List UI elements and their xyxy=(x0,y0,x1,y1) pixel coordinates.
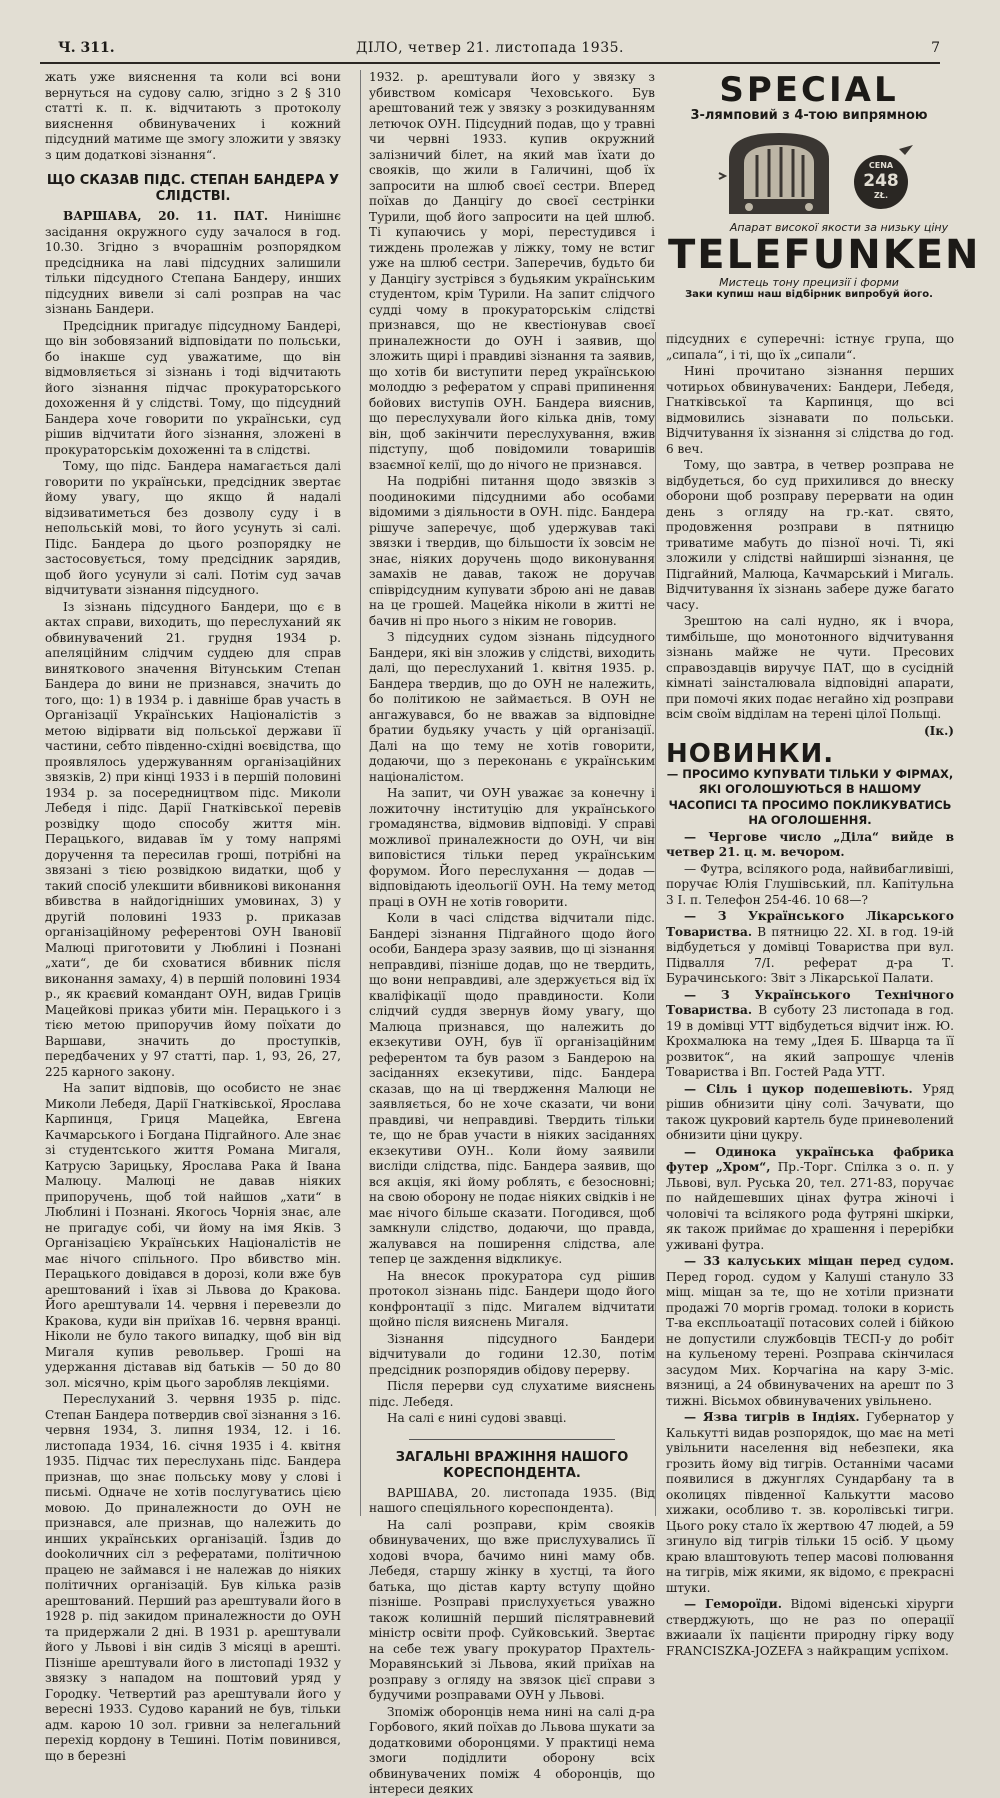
correspondent-signature: (Ік.) xyxy=(923,723,954,738)
article-text: На запит, чи ОУН уважає за конечну і ложиточну інституцію для українського громадянства, відмовив відповіді. У справі можливої приналежности до ОУН, чи він виповістися тільки перед українським форумом. Його переслухання — додав — відповідають ідеольогії ОУН. На тему метод праці в ОУН не хотів говорити. xyxy=(369,786,655,909)
news-item: — Сіль і цукор подешевіють. Уряд рішив обнизити ціну солі. Зачувати, що також цукровий картель буде приневолений обнизити ціни цукру. xyxy=(666,1081,954,1142)
page-number: 7 xyxy=(931,40,940,56)
article-headline: ЗАГАЛЬНІ ВРАЖІННЯ НАШОГО КОРЕСПОНДЕНТА. xyxy=(395,1449,629,1481)
price-badge xyxy=(854,155,908,209)
article-text: Предсідник пригадує підсудному Бандері, що він зобовязаний відповідати по польськи, бо інакше суд уважатиме, що він відмовляється зі зізнань і тоді відчитають його зізнання підчас прокураторського дохоження й у слідстві. Тому, що підсудний Бандера хоче говорити по українськи, суд рішив відчитати його зізнання, зложені в прокураторськім дохоженні та в слідстві. xyxy=(45,318,341,457)
article-text: Нині прочитано зізнання перших чотирьох обвинувачених: Бандери, Лебедя, Гнатківської та Карпинця, що всі відмовились зізнавати по польськи. Відчитування їх зізнання зі слідства до год. 6 веч. xyxy=(666,364,954,456)
article-text: Тому, що підс. Бандера намагається далі говорити по українськи, предсідник звертає йому увагу, що якщо й надалі відзиватиметься без дозволу суду і в непольській мові, то його усунуть зі салі. Підс. Бандера до цього розпорядку не застосовується, тому предсідник зарядив, щоб його усунули зі салі. Потім суд зачав відчитувати зізнання підсудного. xyxy=(45,459,341,597)
article-text: Переслуханий 3. червня 1935 р. підс. Степан Бандера потвердив свої зізнання з 16. червня 1934, 3. липня 1934, 12. і 16. листопада 1934, 16. січня 1935 і 4. квітня 1935. Підчас тих переслухань підс. Бандера признав, що знає польську мову у слові і письмі. Одначе не хотів послугуватись цією мовою. До приналежности до ОУН не признався, але признав, що належить до инших українських організацій. Їздив до dookoличних сіл з рефератами, політичною працею не займався і не належав до ніяких політичних організацій. Був кілька разів арештований. Перший раз арештували його в 1928 р. під закидом приналежности до ОУН та придержали 2 дні. В 1931 р. арештували його у Львові і він сидів 3 місяці в арешті. Пізніше арештували його в листопаді 1932 у звязку з нападом на поштовий уряд у Городку. Четвертий раз арештували його у вересні 1933. Судово караний не був, тільки адм. карою 10 зол. гривни за нелегальний перехід кордону в Тешині. Потім повинився, що в березні xyxy=(45,1392,341,1763)
news-section-title: НОВИНКИ. xyxy=(666,739,835,769)
news-item: — Гемороїди. Відомі віденські хірурги стверджують, що не раз по операції вжиаали їх пацієнти природну гірку воду FRANCISZKA-JOZEFA з найкращим успіхом. xyxy=(666,1597,954,1658)
issue-number: Ч. 311. xyxy=(58,40,115,56)
article-text: На подрібні питання щодо звязків з поодинокими підсудними або особами відомими з діяльности в ОУН. підс. Бандера рішуче заперечує, щоб удержував такі звязки і твердив, що більшости їх зовсім не знає, ніяких доручень щодо виконування замахів не давав, також не доручав співрідсудним купувати зброю ані не давав на це грошей. Мацейка ніколи в житті не бачив ні про нього з ніким не говорив. xyxy=(369,474,655,628)
telefunken-advertisement xyxy=(668,56,981,306)
news-item: — З Українського Лікарського Товариства. В пятницю 22. XI. в год. 19-ій відбудеться у домівці Товариства при вул. Підвалля 7/І. реферат д-ра Т. Бурачинського: Звіт з Лікарської Палати. xyxy=(666,909,954,985)
divider xyxy=(409,1439,615,1440)
radio-illustration xyxy=(689,129,929,219)
ad-code: 10 68—? xyxy=(814,892,868,907)
ad-special-title: SPECIAL xyxy=(719,70,899,110)
ad-brand: TELEFUNKEN xyxy=(668,232,981,278)
dateline: ВАРШАВА, 20. 11. ПАТ. xyxy=(63,209,269,223)
article-text: жать уже вияснення та коли всі вони вернуться на судову салю, згідно з 2 § 310 статті к. п. к. відчитають з протоколу вияснення обвинувачених і кожний підсудний матиме ще змогу зложити у звязку з цим додаткові зізнання“. xyxy=(45,70,341,162)
column-1 xyxy=(45,70,341,1763)
article-text: На запит відповів, що особисто не знає Миколи Лебедя, Дарії Гнатківської, Ярослава Карпинця, Гриця Мацейка, Евгена Качмарського і Богдана Підгайного. Але знає зі студентського життя Романа Мигаля, Катрусю Зарицьку, Ярослава Рака й Івана Малюцу. Малюці не давав ніяких припоручень, щоб той найшов „хати“ в Люблині і Познані. Якогось Чорнія знає, але не пригадує собі, чи йому на імя Яків. З Організацією Українських Націоналістів не має нічого спільного. Про вбивство мін. Перацького довідався в дорозі, коли вже був арештований і їхав зі Львова до Кракова. Його арештували 14. червня і перевезли до Кракова, куди він приїхав 16. червня вранці. Ніколи не було такого випадку, щоб він від Мигаля купив револьвер. Гроші на удержання діставав від батьків — 50 до 80 зол. місячно, крім цього заробляв лекціями. xyxy=(45,1081,341,1390)
price-label: CENA xyxy=(868,161,894,170)
article-text: ВАРШАВА, 20. 11. ПАТ. Нинішнє засідання окружного суду зачалося в год. 10.30. Згідно з вчорашнім розпорядком предсідника на лаві підсудних залишили тільки підсудного Степана Бандеру, инших підсудних вивели зі салі розправ на час зізнань Бандери. xyxy=(45,209,341,316)
ad-subtitle: 3-лямповий з 4-тою випрямною xyxy=(690,108,928,123)
price-value: 248 xyxy=(863,171,899,191)
article-text: На салі є нині судові звавці. xyxy=(387,1411,567,1425)
news-item: — Футра, всілякого рода, найвибагливіші, поручає Юлія Глушівський, пл. Капітульна 3 I. п. Телефон 254-46. 10 68—? xyxy=(666,861,954,907)
ad-quality-text: Апарат високої якости за низьку ціну xyxy=(729,221,949,234)
article-text: Тому, що завтра, в четвер розправа не відбудеться, бо суд прихилився до внеску оборони щоб розправу перервати на один день з огляду на гр.-кат. свято, продовження розправи в пятницю триватиме мабуть до пізної ночі. Ті, які зложили у слідстві найширші зізнання, це Підгайний, Малюца, Качмарський і Мигаль. Відчитування їх зізнань забере дуже багато часу. xyxy=(666,458,954,612)
ad-slogan: Мистець тону прецизії і форми xyxy=(719,276,899,289)
column-3 xyxy=(655,332,954,1658)
news-item: — Язва тигрів в Індіях. Губернатор у Калькутті видав розпорядок, що має на меті увільнити населення від небезпеки, яка грозить йому від тигрів. Останніми часами появилися в джунглях Сундарбану та в околицях південної Калькутти масово хижаки, особливо т. зв. королівські тигри. Цього року стало їх жертвою 47 людей, а 59 згинуло від тигрів тільки 15 осіб. У цьому краю влаштовують тепер масові полювання на тигрів, між якими, як відомо, є прекрасні штуки. xyxy=(666,1410,954,1595)
article-text: На салі розправи, крім свояків обвинувачених, що вже прислухувались її ходові вчора, бачимо нині маму обв. Лебедя, старшу жінку в хустці, та його батька, що дістав карту вступу щойно пізніше. Розправі прислухується уважно також колишній перший післятравневий міністр освіти проф. Суйковський. Звертає на себе теж увагу прокуратор Прахтель-Моравянський зі Львова, який приїхав на розправу з огляду на звязок цієї справи з будучими розправами ОУН у Львові. xyxy=(369,1517,655,1702)
article-text: На внесок прокуратора суд рішив протокол зізнань підс. Бандери щодо його конфронтації з підс. Мигалем відчитати щойно після вияснень Мигаля. xyxy=(369,1268,655,1329)
article-text: Після перерви суд слухатиме вияснень підс. Лебедя. xyxy=(369,1379,655,1409)
news-item: — З Українського Технічного Товариства. В суботу 23 листопада в год. 19 в домівці УТТ відбудеться відчит інж. Ю. Крохмалюка на тему „Ідея Б. Шварца та її розвиток“, на який запрошує членів Товариства і Вп. Гостей Рада УТТ. xyxy=(666,987,954,1079)
article-text: 1932. р. арештували його у звязку з убивством комісаря Чеховського. Був арештований теж у звязку з розкидуванням летючок ОУН. Підсудний подав, що у травні чи червні 1933. купив окружний залізничий білет, на який мав їхати до свояків, що жили в Галичині, щоб їх запросити на шлюб своєї сестри. Вперед поїхав до Данцігу до своєї сестрінки Турили, щоб його запросити на цей шлюб. Ті купаючись у морі, перестудився і тиждень пролежав у ліжку, тому не встиг уже на шлюб сестри. Заперечив, будьто би у Данцігу зустрівся з будьяким українським студентом, крім Турили. На запит слідчого судді чому в прокураторськім слідстві признався, що не квестіонував своєї приналежности до ОУН і заявив, що зложить щирі і правдиві зізнання та заявив, що хотів би виступити перед українською молоддю з рефератом у справі припинення бойових виступів ОУН. Бандера вияснив, що переслухували його кілька днів, тому він, щоб закінчити переслухування, вжив підступу, щоб повідомили товаришів взаємної келії, що до нічого не признався. xyxy=(369,70,655,472)
masthead-date: ДІЛО, четвер 21. листопада 1935. xyxy=(356,40,624,56)
price-currency: ZŁ. xyxy=(874,191,888,200)
article-headline: ЩО СКАЗАВ ПІДС. СТЕПАН БАНДЕРА У СЛІДСТВІ. xyxy=(46,173,340,204)
article-text: Зпоміж оборонців нема нині на салі д-ра Горбового, який поїхав до Львова шукати за додатковими оборонцями. У практиці нема змоги подідлити оборону всіх обвинувачених поміж 4 оборонців, що інтереси деяких xyxy=(369,1704,655,1796)
news-lead: — ПРОСИМО КУПУВАТИ ТІЛЬКИ У ФІРМАХ, ЯКІ ОГОЛОШУЮТЬСЯ В НАШОМУ ЧАСОПИСІ ТА ПРОСИМО ПОКЛИКУВАТИСЬ НА ОГОЛОШЕННЯ. xyxy=(666,766,954,827)
news-item: — 33 калуських міщан перед судом. Перед город. судом у Калуші стануло 33 міщ. міщан за те, що не хотіли признати продажі 70 моргів громад. толоки в користь Т-ва експльоатації потасових солей і бійкою не допустили службовців ТЕСП-у до робіт на кульеному терені. Розправа скінчилася засудом Мих. Корчагіна на кару 3-міс. вязниці, а 24 обвинувачених на арешт по 3 тижні. Вісьмох обвинувачених увільнено. xyxy=(666,1254,954,1408)
article-text: З підсудних судом зізнань підсудного Бандери, які він зложив у слідстві, виходить далі, що переслуханий 1. квітня 1935. р. Бандера твердив, що до ОУН не належить, бо політикою не займається. В ОУН не ангажувався, бо не вважав за відповідне братии будьяку участь у цій організації. Далі на що тему не хотів говорити, додаючи, що з переконань є українським націоналістом. xyxy=(369,630,655,784)
article-text: Із зізнань підсудного Бандери, що є в актах справи, виходить, що переслуханий як обвинувачений 21. грудня 1934 р. апеляційним слідчим суддею для справ виняткового значення Вітунським Степан Бандера до вини не признався, значить до того, що: 1) в 1934 р. і давніше брав участь в Організації Українських Націоналістів з метою відірвати від польської держави її частини, себто південно-східні воєвідства, що проявлялось удержуванням організаційних звязків, 2) при кінці 1933 і в першій половині 1934 р. за посередництвом підс. Миколи Лебедя і підс. Дарії Гнатківської перевів розвідку щодо способу життя мін. Перацького, видавав їм у тому напрямі доручення та пересилав гроші, потрібні на звязані з тією розвідкою видатки, щоб у такий спосіб улекшити вбивникові виконання вбивства в найдогідніших умовинах, 3) у другій половині 1933 р. приказав організаційному референтові ОУН Івановії Малюці приготовити у Люблині і Познані „хати“, де би сховатися вбивник після виконання замаху, 4) в першій половині 1934 р., як краєвий командант ОУН, видав Гриців Мацейкові приказ убити мін. Перацького і з тією метою припоручив йому поїхати до Варшави, значить до проступків, передбачених у 97 статті, пар. 1, 93, 26, 27, 225 карного закону. xyxy=(45,599,341,1079)
ad-call-to-action: Заки купиш наш відбірник випробуй його. xyxy=(685,289,933,300)
news-item: — Чергове число „Діла“ вийде в четвер 21. ц. м. вечором. xyxy=(666,829,954,859)
article-text: підсудних є суперечні: істнує група, що „сипала“, і ті, що їх „сипали“. xyxy=(666,332,954,362)
column-2 xyxy=(360,70,655,1796)
dateline: ВАРШАВА, 20. листопада 1935. (Від нашого спеціяльного кореспондента). xyxy=(369,1485,655,1515)
article-text: Зізнання підсудного Бандери відчитували до години 12.30, потім предсідник розпорядив обідову перерву. xyxy=(369,1331,655,1377)
article-text: Зрештою на салі нудно, як і вчора, тимбільше, що монотонного відчитування зізнань майже не чути. Пресових справоздавців виручує ПАТ, що в сусідній кімнаті заінсталювала відповідні апарати, при помочі яких подає негайно хід розправи всім своїм відділам на терені цілої Польщі. xyxy=(666,614,954,721)
article-text: Коли в часі слідства відчитали підс. Бандері зізнання Підгайного щодо його особи, Бандера зразу заявив, що ці зізнання неправдиві, пізніше додав, що не твердить, що вони неправдиві, але здержується від їх кваліфікації щодо правдиности. Коли слідчий суддя звернув йому увагу, що Малюца признався, що належить до екзекутиви ОУН, був її організаційним референтом та був разом з Бандерою на засіданнях екзекутиви, підс. Бандера сказав, що на ці твердження Малюци не заявляється, бо не хоче сказати, чи вони правдиві, чи неправдиві. Твердить тільки те, що не брав участи в ніяких засіданнях екзекутиви ОУН.. Коли йому заявили висліди слідства, підс. Бандера заявив, що вся акція, які йому роблять, є безосновні; на свою оборону не подає ніяких свідків і не має нічого більше сказати. Погодився, щоб замкнули слідство, додаючи, що правда, жалувався на поширення слідства, але тепер це заждення відкликує. xyxy=(369,911,655,1266)
news-item: — Одинока українська фабрика футер „Хром“, Пр.-Торг. Спілка з о. п. у Львові, вул. Руська 20, тел. 271-83, поручає по найдешевших цінах футра жіночі і чоловічі та всілякого рода футряні шкірки, як також приймає до храшення і перерібки уживані футра. xyxy=(666,1144,954,1252)
